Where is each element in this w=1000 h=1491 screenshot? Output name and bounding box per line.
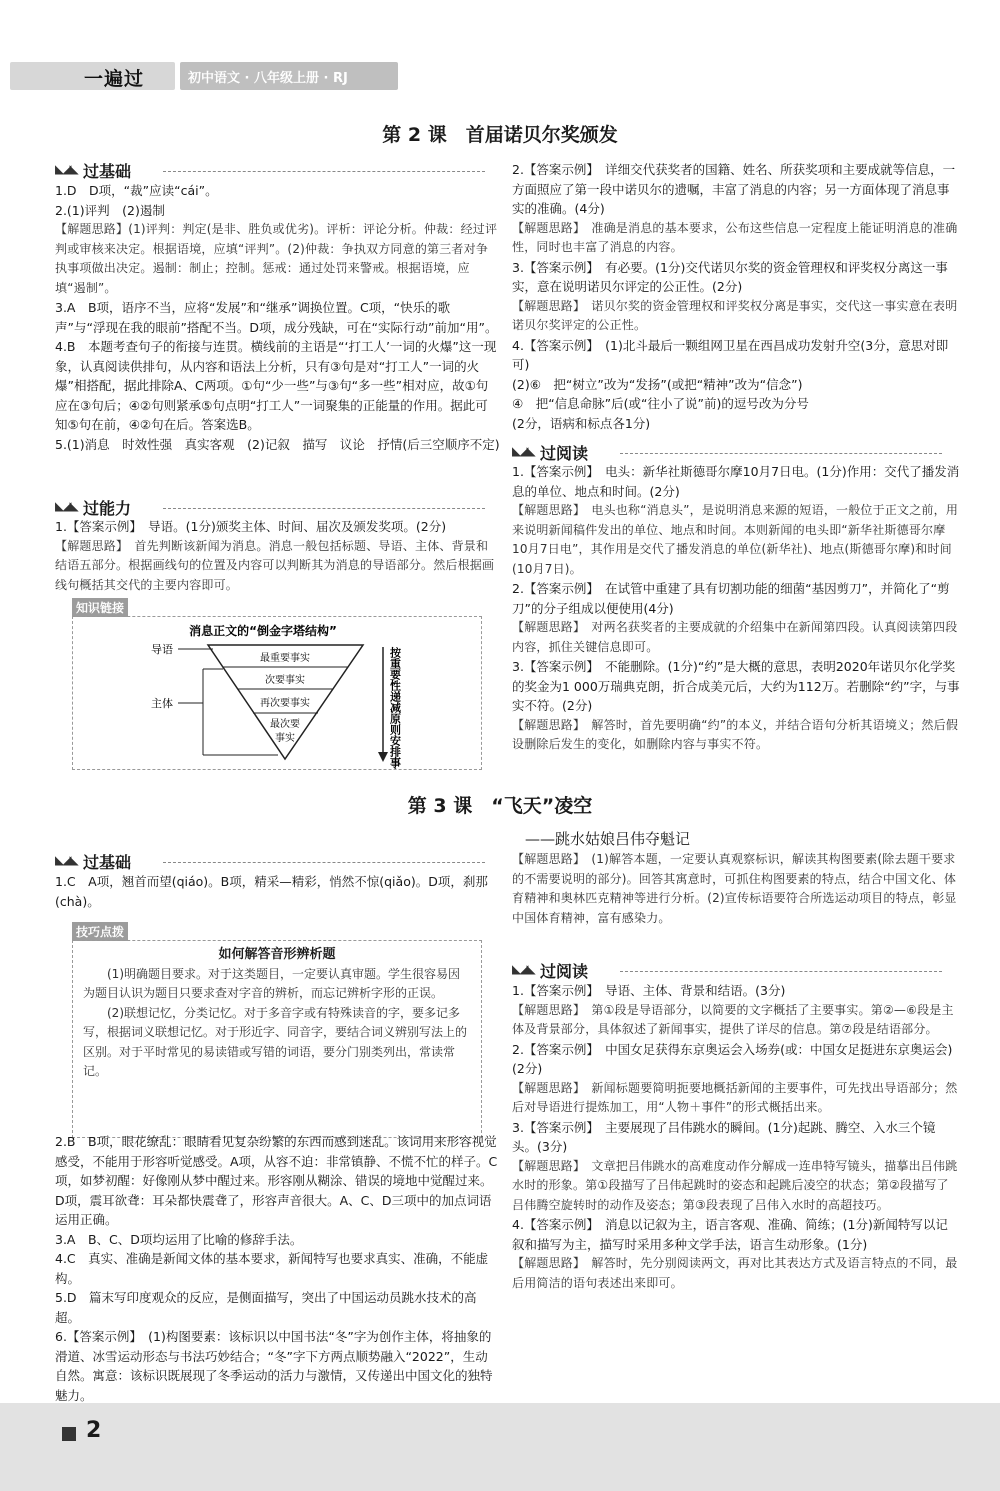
tip-paragraph-1: (1)明确题目要求。对于这类题目，一定要认真审题。学生很容易因为题目认识为题目只要求查对字音的辨析，而忘记辨析字形的正误。 — [83, 966, 461, 1000]
lesson2-title: 第 2 课 首届诺贝尔奖颁发 — [382, 124, 618, 146]
section-title: 过阅读 — [540, 444, 589, 463]
diagram-title: 消息正文的“倒金字塔结构” — [189, 624, 337, 638]
answer-2-explanation: 【解题思路】(1)评判：判定(是非、胜负或优劣)。评析：评论分析。仲裁：经过评判或审核来决定。根据语境，应填“评判”。(2)仲裁：争执双方同意的第三者对争执事项做出决定。遏制：制止；控制。惩戒：通过处罚来警戒。根据语境，应填“遏制”。 — [55, 222, 498, 295]
yuedu-answer-1: 1.【答案示例】 电头：新华社斯德哥尔摩10月7日电。(1分)作用：交代了播发消息的单位、地点和时间。(2分) — [512, 464, 960, 499]
page-number: 2 — [86, 1418, 102, 1443]
section-title: 过基础 — [83, 853, 132, 872]
tip-tag: 技巧点拨 — [72, 922, 128, 941]
answer-1: 1.D D项，“裁”应读“cái”。 — [55, 183, 218, 198]
knowledge-tag: 知识链接 — [72, 598, 128, 617]
yuedu-answer-3-explanation: 【解题思路】 解答时，首先要明确“约”的本义，并结合语句分析其语境义；然后假设删除后发生的变化，如删除内容与事实不符。 — [512, 717, 959, 751]
divider — [620, 453, 942, 454]
section-mark-icon: ◣◢◣ — [512, 444, 534, 458]
left-answers-l3 — [55, 1132, 500, 1425]
section-yuedu — [512, 442, 942, 462]
tier-4-label-a: 最次要 — [270, 719, 300, 730]
page-marker-icon — [62, 1427, 76, 1441]
logo-text: 一遍过 — [84, 68, 145, 90]
section-nengli — [55, 497, 485, 517]
yuedu-answers-l3 — [512, 981, 960, 1293]
answer-r3: 3.【答案示例】 有必要。(1分)交代诺贝尔奖的资金管理权和评奖权分离这一事实，意在说明诺贝尔评定的公正性。(2分) — [512, 259, 948, 294]
answer-r2: 2.【答案示例】 详细交代获奖者的国籍、姓名、所获奖项和主要成就等信息，一方面照应了第一段中诺贝尔的遗嘱，丰富了消息的内容；另一方面体现了消息事实的准确。(4分) — [512, 162, 956, 216]
yuedu3-answer-1-explanation: 【解题思路】 第①段是导语部分，以简要的文字概括了主要事实。第②—⑥段是主体及背景部分，具体叙述了新闻事实，提供了详尽的信息。第⑦段是结语部分。 — [512, 1002, 954, 1036]
divider — [163, 171, 485, 172]
section-title: 过基础 — [83, 162, 132, 181]
answer-r4d: (2分，语病和标点各1分) — [512, 415, 651, 431]
yuedu3-answer-2: 2.【答案示例】 中国女足获得东京奥运会入场券(或：中国女足挺进东京奥运会)(2分) — [512, 1041, 953, 1076]
body-label: 主体 — [151, 697, 173, 710]
answer3-4: 4.C 真实、准确是新闻文体的基本要求，新闻特写也要求真实、准确，不能虚构。 — [55, 1251, 489, 1286]
nengli-answer-1-explanation: 【解题思路】 首先判断该新闻为消息。消息一般包括标题、导语、主体、背景和结语五部分。根据画线句的位置及内容可以判断其为消息的导语部分。然后根据画线句概括其交代的主要内容即可。 — [55, 538, 495, 592]
series-logo — [10, 62, 175, 90]
lesson3-subtitle: ——跳水姑娘吕伟夺魁记 — [525, 830, 691, 848]
tier-3-label: 再次要事实 — [260, 698, 310, 709]
right-answers-l2 — [512, 160, 960, 433]
yuedu3-answer-2-explanation: 【解题思路】 新闻标题要简明扼要地概括新闻的主要事件，可先找出导语部分；然后对导语进行提炼加工，用“人物＋事件”的形式概括出来。 — [512, 1080, 958, 1114]
knowledge-link — [72, 598, 482, 770]
yuedu3-answer-3-explanation: 【解题思路】 文章把吕伟跳水的高难度动作分解成一连串特写镜头，描摹出吕伟跳水时的形象。第①段描写了吕伟起跳时的姿态和起跳后凌空的状态；第②段描写了吕伟腾空旋转时的动作及姿态；第③段表现了吕伟入水时的高超技巧。 — [512, 1158, 958, 1212]
book-info-text: 初中语文 · 八年级上册 · RJ — [188, 71, 348, 86]
section-yuedu-3 — [512, 960, 942, 980]
section-title: 过能力 — [83, 499, 132, 518]
yuedu3-answer-4: 4.【答案示例】 消息以记叙为主，语言客观、准确、简练；(1分)新闻特写以记叙和描写为主，描写时采用多种文学手法，语言生动形象。(1分) — [512, 1217, 948, 1252]
lesson3-title: 第 3 课 “飞天”凌空 — [407, 795, 593, 817]
yuedu3-answer-3: 3.【答案示例】 主要展现了吕伟跳水的瞬间。(1分)起跳、腾空、入水三个镜头。(3分) — [512, 1119, 936, 1154]
section-mark-icon: ◣◢◣ — [55, 499, 77, 513]
divider — [620, 971, 942, 972]
book-header — [10, 62, 390, 90]
answer3-3: 3.A B、C、D项均运用了比喻的修辞手法。 — [55, 1231, 303, 1247]
answer3-1: 1.C A项，翘首而望(qiáo)。B项，精采—精彩，悄然不惊(qiǎo)。D项，刹那(chà)。 — [55, 874, 488, 909]
answer-r4c: ④ 把“信息命脉”后(或“往小了说”前)的逗号改为分号 — [512, 396, 809, 411]
tier-2-label: 次要事实 — [265, 675, 305, 686]
answer-2: 2.(1)评判 (2)遏制 — [55, 202, 165, 218]
tier-4-label-b: 事实 — [275, 733, 295, 744]
yuedu-answers-l2 — [512, 462, 960, 755]
answer3-5: 5.D 篇末写印度观众的反应，是侧面描写，突出了中国运动员跳水技术的高超。 — [55, 1290, 477, 1325]
section-mark-icon: ◣◢◣ — [512, 962, 534, 976]
lead-label: 导语 — [151, 643, 173, 656]
knowledge-box — [72, 616, 482, 770]
tip-box — [72, 922, 482, 1137]
section-jichu — [55, 160, 485, 180]
right-answers-l3-top — [512, 850, 960, 928]
side-label: 按重要性递减原则安排事实 — [388, 647, 402, 769]
book-info — [180, 62, 398, 90]
tip-content — [72, 940, 482, 1138]
answer3-6: 6.【答案示例】 (1)构图要素：该标识以中国书法“冬”字为创作主体，将抽象的滑道、冰雪运动形态与书法巧妙结合；“冬”字下方两点顺势融入“2022”，生动自然。寓意：该标识既展现了冬季运动的活力与激情，又传递出中国文化的独特魅力。 — [55, 1329, 493, 1403]
page-footer — [0, 1403, 1000, 1491]
answer-4: 4.B 本题考查句子的衔接与连贯。横线前的主语是“‘打工人’一词的火爆”这一现象，认真阅读供排句，从内容和语法上分析，只有③句是对“打工人”一词的火爆”相搭配，据此排除A、C两项。①句“少一些”与③句“多一些”相对应，故①句应在③句后；④②句则紧承⑤句点明“打工人”一词聚集的正能量的作用。据此可知⑤句在前，④②句在后。答案选B。 — [55, 339, 497, 432]
section-title: 过阅读 — [540, 962, 589, 981]
nengli-answers — [55, 517, 500, 595]
answer-5: 5.(1)消息 时效性强 真实客观 (2)记叙 描写 议论 抒情(后三空顺序不定) — [55, 436, 500, 452]
yuedu-answer-2: 2.【答案示例】 在试管中重建了具有切割功能的细菌“基因剪刀”，并简化了“剪刀”的分子组成以便使用(4分) — [512, 581, 950, 616]
yuedu3-answer-4-explanation: 【解题思路】 解答时，先分别阅读两文，再对比其表达方式及语言特点的不同，最后用简洁的语句表述出来即可。 — [512, 1256, 958, 1290]
answer-3: 3.A B项，语序不当，应将“发展”和“继承”调换位置。C项，“快乐的歌声”与“浮现在我的眼前”搭配不当。D项，成分残缺，可在“实际行动”前加“用”。 — [55, 300, 498, 335]
left-answers-l2 — [55, 181, 500, 454]
divider — [163, 508, 485, 509]
tier-1-label: 最重要事实 — [260, 653, 310, 664]
yuedu3-answer-1: 1.【答案示例】 导语、主体、背景和结语。(3分) — [512, 983, 786, 998]
inverted-pyramid-diagram — [73, 617, 481, 769]
answer-r2-explanation: 【解题思路】 准确是消息的基本要求，公布这些信息一定程度上能证明消息的准确性，同时也丰富了消息的内容。 — [512, 220, 958, 254]
left-answers-l3-top — [55, 872, 500, 911]
tip-title: 如何解答音形辨析题 — [218, 947, 336, 962]
side-arrowhead — [378, 752, 388, 762]
answer3-6-explanation: 【解题思路】 (1)解答本题，一定要认真观察标识，解读其构图要素(除去题干要求的不需要说明的部分)。回答其寓意时，可抓住构图要素的特点，结合中国文化、体育精神和奥林匹克精神等进行分析。(2)宣传标语要符合所选运动项目的特点，彰显中国体育精神，富有感染力。 — [512, 852, 957, 925]
section-jichu-3 — [55, 851, 485, 871]
divider — [163, 862, 485, 863]
yuedu-answer-3: 3.【答案示例】 不能删除。(1分)“约”是大概的意思，表明2020年诺贝尔化学奖的奖金为1 000万瑞典克朗，折合成美元后，大约为112万。若删除“约”字，与事实不符。(2分) — [512, 659, 960, 713]
yuedu-answer-1-explanation: 【解题思路】 电头也称“消息头”，是说明消息来源的短语，一般位于正文之前，用来说明新闻稿件发出的单位、地点和时间。本则新闻的电头即“新华社斯德哥尔摩10月7日电”，其作用是交代了播发消息的单位(新华社)、地点(斯德哥尔摩)和时间(10月7日)。 — [512, 503, 959, 576]
answer3-2: 2.B B项，眼花缭乱：眼睛看见复杂纷繁的东西而感到迷乱。该词用来形容视觉感受，不能用于形容听觉感受。A项，从容不迫：非常镇静、不慌不忙的样子。C项，如梦初醒：好像刚从梦中醒过来。形容刚从糊涂、错误的境地中觉醒过来。D项，震耳欲聋：耳朵都快震聋了，形容声音很大。A、C、D三项中的加点词语运用正确。 — [55, 1134, 498, 1227]
yuedu-answer-2-explanation: 【解题思路】 对两名获奖者的主要成就的介绍集中在新闻第四段。认真阅读第四段内容，抓住关键信息即可。 — [512, 620, 958, 654]
section-mark-icon: ◣◢◣ — [55, 853, 77, 867]
tip-paragraph-2: (2)联想记忆，分类记忆。对于多音字或有特殊读音的字，要多记多写，根据词义联想记忆。对于形近字、同音字，要结合词义辨别写法上的区别。对于平时常见的易读错或写错的词语，要分门别类列出，常读常记。 — [83, 1005, 468, 1078]
answer-r3-explanation: 【解题思路】 诺贝尔奖的资金管理权和评奖权分离是事实，交代这一事实意在表明诺贝尔奖评定的公正性。 — [512, 298, 958, 332]
nengli-answer-1: 1.【答案示例】 导语。(1分)颁奖主体、时间、届次及颁发奖项。(2分) — [55, 519, 447, 534]
answer-r4: 4.【答案示例】 (1)北斗最后一颗组网卫星在西昌成功发射升空(3分，意思对即可) — [512, 337, 949, 372]
section-mark-icon: ◣◢◣ — [55, 162, 77, 176]
answer-r4b: (2)⑥ 把“树立”改为“发扬”(或把“精神”改为“信念”) — [512, 376, 803, 392]
